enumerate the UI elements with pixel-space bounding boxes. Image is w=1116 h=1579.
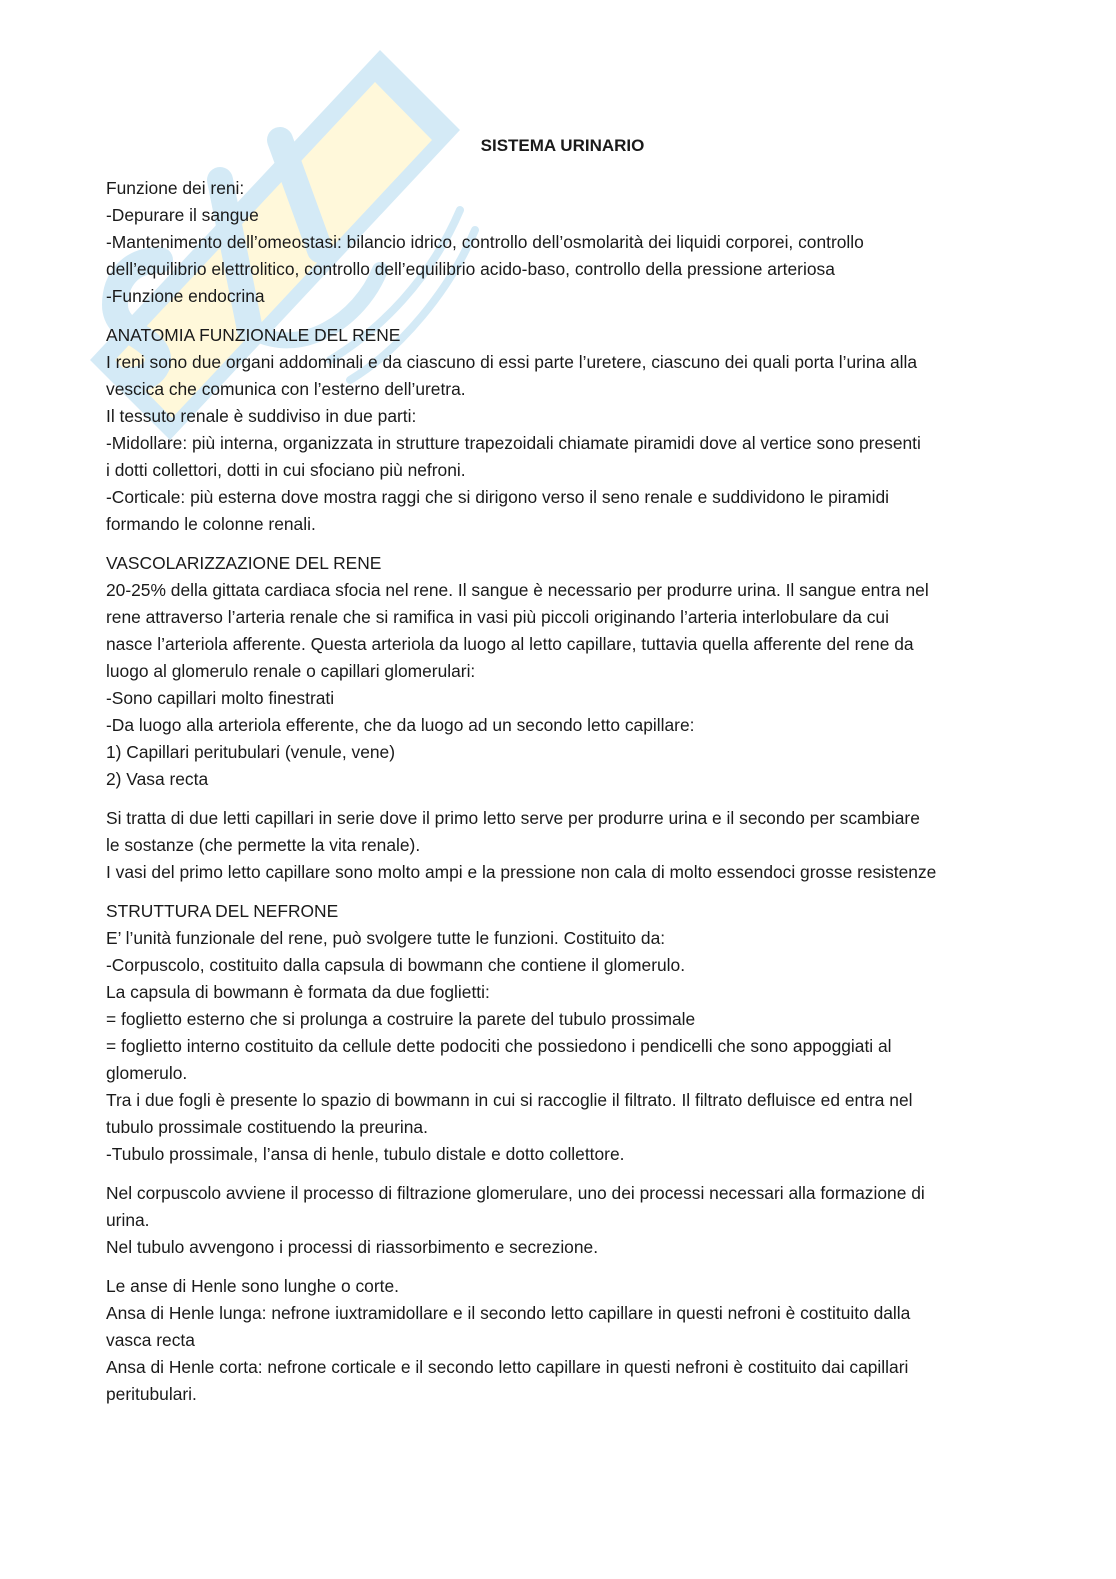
- text-line: -Funzione endocrina: [106, 286, 265, 306]
- text-line: -Mantenimento dell’omeostasi: bilancio idrico, controllo dell’osmolarità dei liquidi corporei, controllo: [106, 232, 864, 252]
- text-line: Il tessuto renale è suddiviso in due parti:: [106, 406, 417, 426]
- text-line: vescica che comunica con l’esterno dell’uretra.: [106, 379, 466, 399]
- text-line: 1) Capillari peritubulari (venule, vene): [106, 742, 396, 762]
- text-line: i dotti collettori, dotti in cui sfociano più nefroni.: [106, 460, 466, 480]
- paragraph-corpuscolo: [106, 1180, 1016, 1261]
- section-heading: STRUTTURA DEL NEFRONE: [106, 901, 339, 921]
- text-line: I reni sono due organi addominali e da ciascuno di essi parte l’uretere, ciascuno dei quali porta l’urina alla: [106, 352, 918, 372]
- paragraph-letti-capillari: [106, 805, 1016, 886]
- text-line: -Corticale: più esterna dove mostra raggi che si dirigono verso il seno renale e suddividono le piramidi: [106, 487, 889, 507]
- text-line: nasce l’arteriola afferente. Questa arteriola da luogo al letto capillare, tuttavia quella afferente del rene da: [106, 634, 914, 654]
- text-line: 20-25% della gittata cardiaca sfocia nel rene. Il sangue è necessario per produrre urina. Il sangue entra nel: [106, 580, 929, 600]
- section-heading: ANATOMIA FUNZIONALE DEL RENE: [106, 325, 401, 345]
- text-line: -Da luogo alla arteriola efferente, che da luogo ad un secondo letto capillare:: [106, 715, 695, 735]
- text-line: urina.: [106, 1210, 150, 1230]
- text-line: Funzione dei reni:: [106, 178, 245, 198]
- paragraph-funzione-reni: [106, 175, 1016, 310]
- text-line: rene attraverso l’arteria renale che si ramifica in vasi più piccoli originando l’arteria interlobulare da cui: [106, 607, 889, 627]
- text-line: -Depurare il sangue: [106, 205, 259, 225]
- text-line: Ansa di Henle lunga: nefrone iuxtramidollare e il secondo letto capillare in questi nefroni è costituito dalla: [106, 1303, 911, 1323]
- text-line: = foglietto interno costituito da cellule dette podociti che possiedono i pendicelli che sono appoggiati al: [106, 1036, 892, 1056]
- text-line: tubulo prossimale costituendo la preurina.: [106, 1117, 428, 1137]
- text-line: Si tratta di due letti capillari in serie dove il primo letto serve per produrre urina e il secondo per scambiare: [106, 808, 920, 828]
- text-line: -Corpuscolo, costituito dalla capsula di bowmann che contiene il glomerulo.: [106, 955, 686, 975]
- text-line: peritubulari.: [106, 1384, 197, 1404]
- text-line: E’ l’unità funzionale del rene, può svolgere tutte le funzioni. Costituito da:: [106, 928, 666, 948]
- text-line: Nel tubulo avvengono i processi di riassorbimento e secrezione.: [106, 1237, 599, 1257]
- paragraph-anatomia: [106, 322, 1016, 538]
- text-line: Ansa di Henle corta: nefrone corticale e il secondo letto capillare in questi nefroni è costituito dai capillari: [106, 1357, 909, 1377]
- text-line: Nel corpuscolo avviene il processo di filtrazione glomerulare, uno dei processi necessari alla formazione di: [106, 1183, 925, 1203]
- paragraph-struttura-nefrone: [106, 898, 1016, 1168]
- paragraph-anse-henle: [106, 1273, 1016, 1408]
- text-line: 2) Vasa recta: [106, 769, 209, 789]
- paragraph-vascolarizzazione: [106, 550, 1016, 793]
- text-line: Tra i due fogli è presente lo spazio di bowmann in cui si raccoglie il filtrato. Il filtrato defluisce ed entra nel: [106, 1090, 913, 1110]
- text-line: -Tubulo prossimale, l’ansa di henle, tubulo distale e dotto collettore.: [106, 1144, 625, 1164]
- text-line: luogo al glomerulo renale o capillari glomerulari:: [106, 661, 476, 681]
- text-line: -Sono capillari molto finestrati: [106, 688, 335, 708]
- document-page: [106, 132, 1016, 1420]
- text-line: -Midollare: più interna, organizzata in strutture trapezoidali chiamate piramidi dove al vertice sono presenti: [106, 433, 921, 453]
- text-line: La capsula di bowmann è formata da due foglietti:: [106, 982, 490, 1002]
- text-line: I vasi del primo letto capillare sono molto ampi e la pressione non cala di molto essendoci grosse resistenze: [106, 862, 937, 882]
- text-line: dell’equilibrio elettrolitico, controllo dell’equilibrio acido-baso, controllo della pressione arteriosa: [106, 259, 835, 279]
- document-title: SISTEMA URINARIO: [480, 136, 645, 155]
- text-line: formando le colonne renali.: [106, 514, 316, 534]
- section-heading: VASCOLARIZZAZIONE DEL RENE: [106, 553, 382, 573]
- text-line: Le anse di Henle sono lunghe o corte.: [106, 1276, 399, 1296]
- text-line: = foglietto esterno che si prolunga a costruire la parete del tubulo prossimale: [106, 1009, 696, 1029]
- text-line: vasca recta: [106, 1330, 195, 1350]
- text-line: le sostanze (che permette la vita renale).: [106, 835, 421, 855]
- text-line: glomerulo.: [106, 1063, 188, 1083]
